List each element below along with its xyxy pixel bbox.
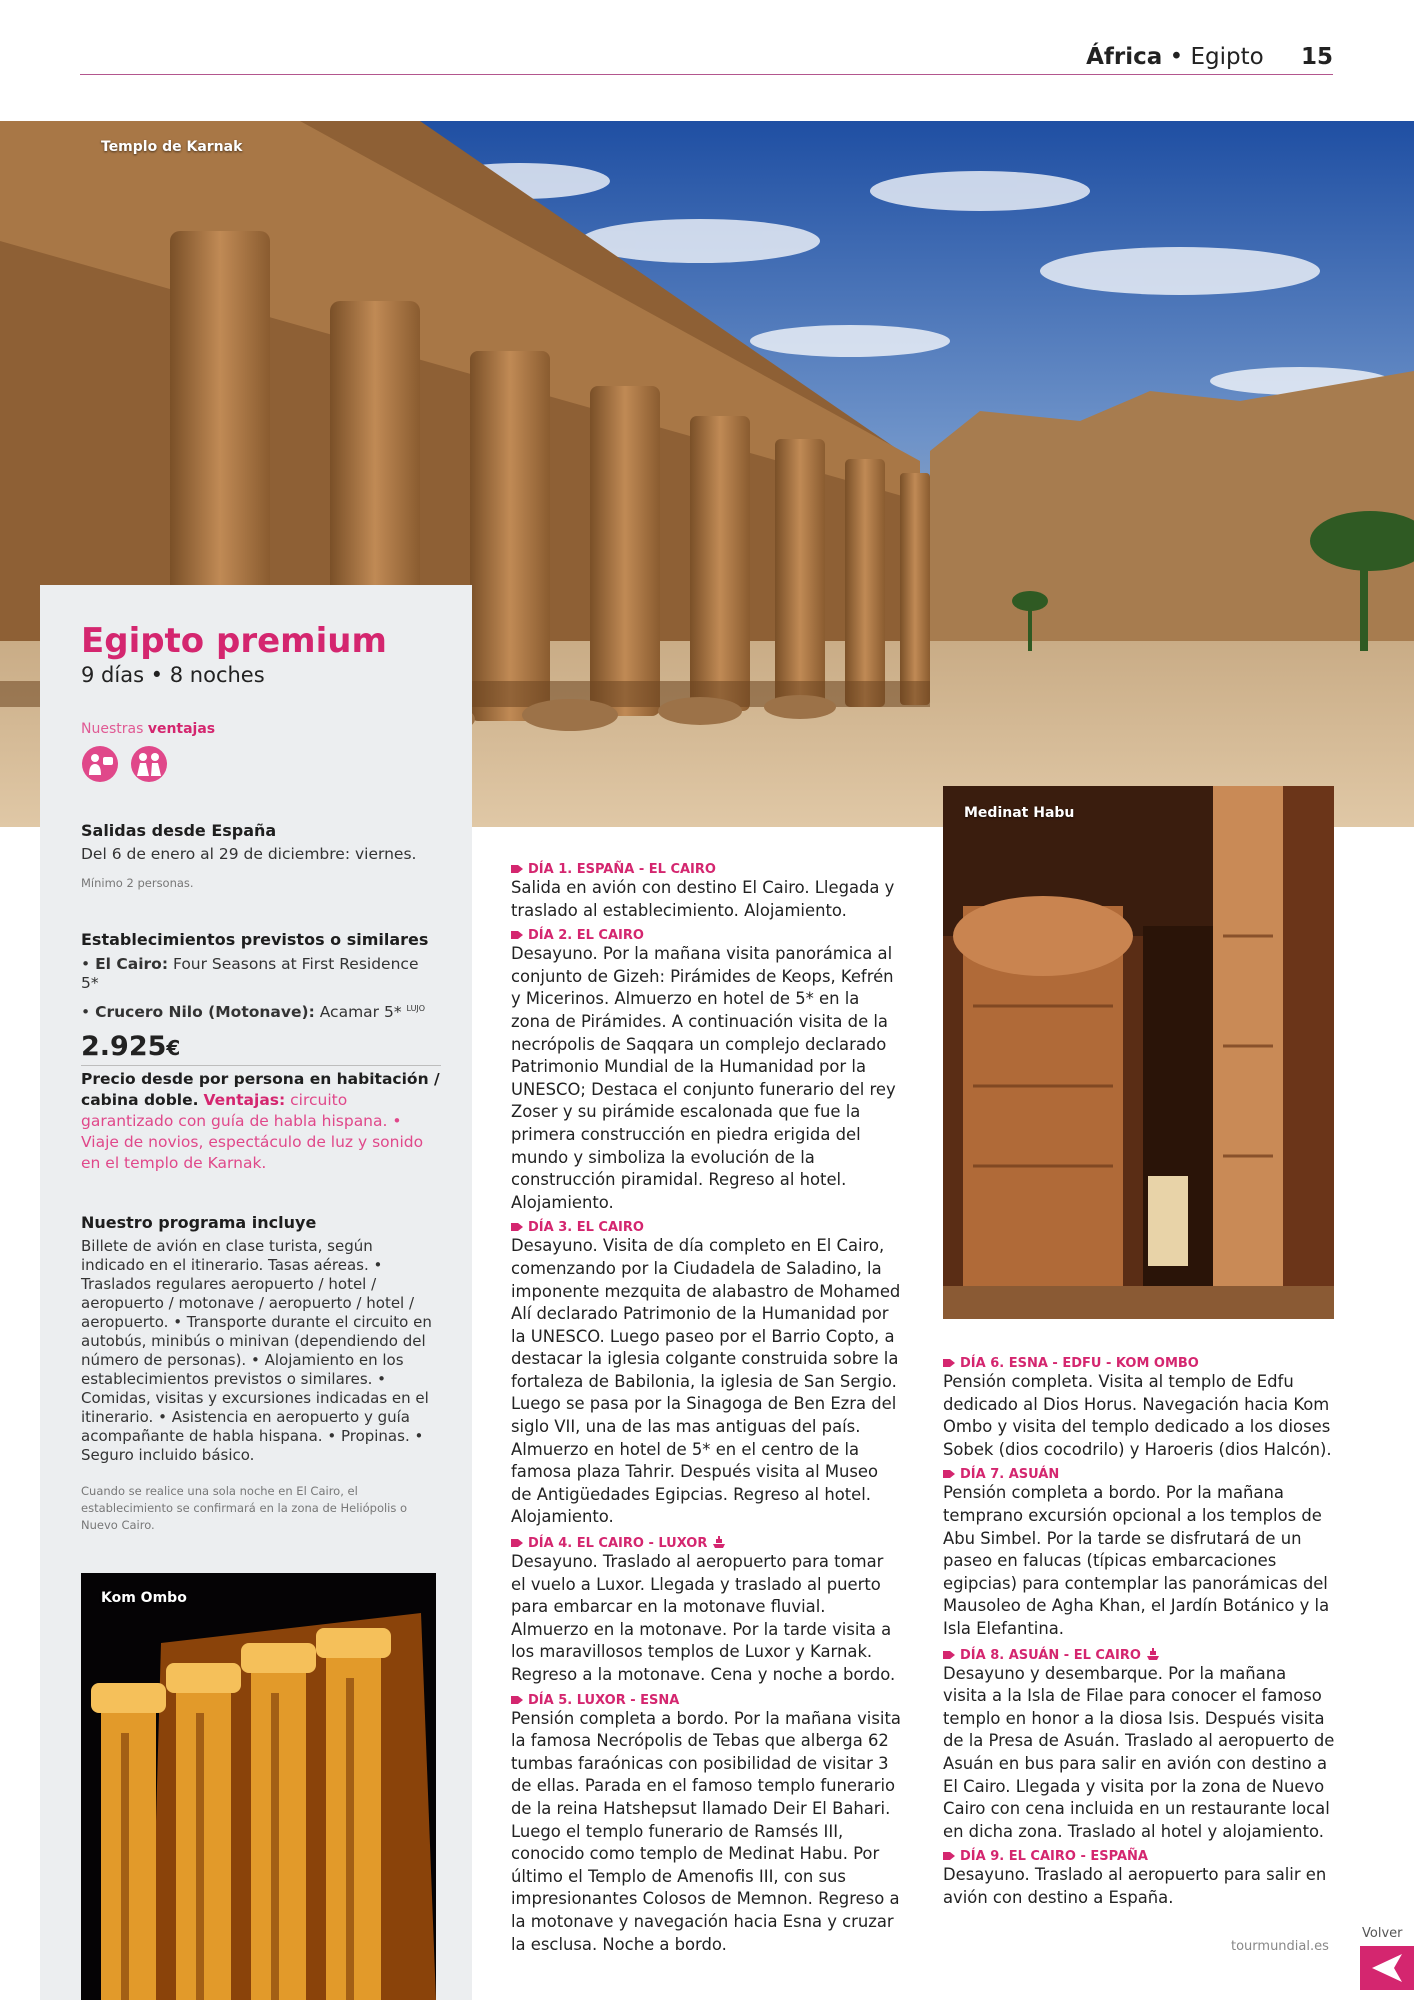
itinerary-column-1	[511, 862, 903, 1962]
day-text: Pensión completa a bordo. Por la mañana temprano excursión opcional a los templos de Abu Simbel. Por la tarde se disfrutará de un paseo en falucas (típicas embarcaciones egipcias) para contemplar las panorámicas del Mausoleo de Agha Khan, el Jardín Botánico y la Isla Elefantina.	[943, 1483, 1330, 1638]
photo-medinat-habu	[943, 786, 1334, 1319]
day-title: DÍA 1. ESPAÑA - EL CAIRO	[528, 862, 716, 877]
day-text: Desayuno. Por la mañana visita panorámica al conjunto de Gizeh: Pirámides de Keops, Kefrén y Micerinos. Almuerzo en hotel de 5* en la zona de Pirámides. A continuación visita de la necrópolis de Saqqara un complejo declarado Patrimonio Mundial de la Humanidad por la UNESCO; Destaca el conjunto funerario del rey Zoser y su pirámide escalonada que fue la primera construcción en piedra erigida del mundo y simboliza la evolución de la construcción piramidal. Regreso al hotel. Alojamiento.	[511, 944, 896, 1212]
day-title: DÍA 7. ASUÁN	[960, 1467, 1060, 1483]
price-currency: €	[166, 1036, 181, 1060]
medinat-habu-illustration	[943, 786, 1334, 1319]
ventajas-icons	[81, 745, 441, 785]
day-title: DÍA 8. ASUÁN - EL CAIRO	[960, 1647, 1141, 1663]
day-heading	[943, 1849, 1335, 1864]
itinerary-day	[943, 1647, 1335, 1844]
hotel-list	[81, 955, 441, 1022]
day-text: Salida en avión con destino El Cairo. Llegada y traslado al establecimiento. Alojamiento.	[511, 878, 895, 920]
medinat-habu-label: Medinat Habu	[964, 805, 1075, 821]
price-value: 2.925	[81, 1031, 167, 1062]
day-title: DÍA 3. EL CAIRO	[528, 1220, 644, 1236]
volver-label: Volver	[1362, 1926, 1403, 1941]
itinerary-day	[511, 928, 903, 1214]
itinerary-day	[943, 1849, 1335, 1909]
day-marker-icon	[511, 1222, 523, 1232]
price-divider	[81, 1065, 441, 1066]
itinerary-day	[943, 1467, 1335, 1640]
day-text: Desayuno. Traslado al aeropuerto para tomar el vuelo a Luxor. Llegada y traslado al puerto para embarcar en la motonave fluvial. Almuerzo en la motonave. Por la tarde visita a los maravillosos templos de Luxor y Karnak. Regreso a la motonave. Cena y noche a bordo.	[511, 1552, 896, 1684]
hotel-cairo-label: El Cairo:	[95, 955, 169, 973]
kom-ombo-label: Kom Ombo	[101, 1590, 187, 1606]
price-description	[81, 1069, 441, 1174]
price-ventajas-text: circuito garantizado con guía de habla hispana. • Viaje de novios, espectáculo de luz y sonido en el templo de Karnak.	[81, 1091, 424, 1172]
hotel-item-cairo: • El Cairo: Four Seasons at First Residence 5*	[81, 955, 419, 992]
header-separator: •	[1169, 44, 1184, 70]
header-country: Egipto	[1190, 44, 1264, 70]
itinerary-day	[511, 1535, 903, 1687]
price-desc-text: Precio desde por persona en habitación / cabina doble.	[81, 1070, 440, 1109]
guide-icon	[81, 745, 119, 783]
photo-kom-ombo	[81, 1573, 436, 2000]
couple-icon	[130, 745, 168, 783]
price-ventajas-label: Ventajas:	[203, 1091, 286, 1109]
establecimientos-heading: Establecimientos previstos o similares	[81, 930, 429, 949]
footer-url: tourmundial.es	[1231, 1939, 1329, 1954]
day-marker-icon	[511, 930, 523, 940]
trip-duration: 9 días • 8 noches	[81, 663, 265, 687]
day-marker-icon	[943, 1358, 955, 1368]
salidas-text: Del 6 de enero al 29 de diciembre: viernes.	[81, 845, 417, 863]
page-header	[80, 40, 1333, 75]
page-number: 15	[1300, 44, 1333, 70]
back-arrow-icon	[1360, 1946, 1414, 1990]
day-marker-icon	[943, 1650, 955, 1660]
incluye-heading: Nuestro programa incluye	[81, 1213, 317, 1232]
day-heading	[943, 1467, 1335, 1482]
header-region: África	[1086, 44, 1163, 70]
nota-text: Cuando se realice una sola noche en El Cairo, el establecimiento se confirmará en la zona de Heliópolis o Nuevo Cairo.	[81, 1484, 408, 1532]
kom-ombo-illustration	[81, 1573, 436, 2000]
hotel-crucero-label: Crucero Nilo (Motonave):	[95, 1003, 315, 1022]
price	[81, 1031, 441, 1062]
day-text: Pensión completa. Visita al templo de Edfu dedicado al Dios Horus. Navegación hacia Kom Ombo y visita del templo dedicado a los dioses Sobek (dios cocodrilo) y Haroeris (dios Halcón).	[943, 1372, 1332, 1459]
day-marker-icon	[511, 864, 523, 874]
trip-title: Egipto premium	[81, 621, 387, 661]
ventajas-prefix: Nuestras	[81, 721, 144, 737]
volver-button[interactable]	[1360, 1946, 1414, 1990]
day-text: Desayuno y desembarque. Por la mañana visita a la Isla de Filae para conocer el famoso templo en honor a la diosa Isis. Después visita de la Presa de Asuán. Traslado al aeropuerto de Asuán en bus para salir en avión con destino a El Cairo. Llegada y visita por la zona de Nuevo Cairo con cena incluida en un restaurante local en dicha zona. Traslado al hotel y alojamiento.	[943, 1663, 1335, 1841]
day-marker-icon	[943, 1851, 955, 1861]
hotel-crucero-category: LUJO	[406, 1004, 426, 1013]
day-heading	[943, 1356, 1335, 1371]
day-heading	[511, 1220, 903, 1235]
ship-icon	[1146, 1647, 1160, 1661]
day-heading	[511, 1535, 903, 1551]
minimo-personas: Mínimo 2 personas.	[81, 876, 194, 890]
hotel-crucero-name: Acamar 5*	[319, 1003, 402, 1022]
day-heading	[511, 1693, 903, 1708]
day-title: DÍA 9. EL CAIRO - ESPAÑA	[960, 1849, 1148, 1865]
itinerary-column-2	[943, 1356, 1335, 1915]
itinerary-day	[511, 1693, 903, 1957]
day-title: DÍA 5. LUXOR - ESNA	[528, 1692, 680, 1708]
itinerary-day	[943, 1356, 1335, 1461]
hotel-item-crucero: • Crucero Nilo (Motonave): Acamar 5* $^{LUJO}$	[81, 1003, 426, 1022]
day-heading	[511, 928, 903, 943]
ventajas-word: ventajas	[147, 721, 216, 737]
itinerary-day	[511, 862, 903, 922]
incluye-text: Billete de avión en clase turista, según indicado en el itinerario. Tasas aéreas. • Traslados regulares aeropuerto / hotel / aeropuerto / motonave / aeropuerto / hotel / aeropuerto. • Transporte durante el circuito en autobús, minibús o minivan (dependiendo del número de personas). • Alojamiento en los establecimientos previstos o similares. • Comidas, visitas y excursiones indicadas en el itinerario. • Asistencia en aeropuerto y guía acompañante de habla hispana. • Propinas. • Seguro incluido básico.	[81, 1237, 432, 1464]
hotel-cairo-name: Four Seasons at First Residence 5*	[81, 955, 419, 992]
day-marker-icon	[511, 1538, 523, 1548]
ventajas-heading	[81, 721, 441, 737]
itinerary-day	[511, 1220, 903, 1529]
ship-icon	[712, 1535, 726, 1549]
day-text: Desayuno. Visita de día completo en El Cairo, comenzando por la Ciudadela de Saladino, la imponente mezquita de alabastro de Mohamed Alí declarado Patrimonio de la Humanidad por la UNESCO. Luego paseo por el Barrio Copto, a destacar la iglesia colgante construida sobre la fortaleza de Babilonia, la iglesia de San Sergio. Luego se pasa por la Sinagoga de Ben Ezra del siglo VII, una de las mas antiguas del país. Almuerzo en hotel de 5* en el centro de la famosa plaza Tahrir. Después visita al Museo de Antigüedades Egipcias. Regreso al hotel. Alojamiento.	[511, 1236, 901, 1527]
salidas-heading: Salidas desde España	[81, 821, 277, 840]
day-title: DÍA 4. EL CAIRO - LUXOR	[528, 1536, 708, 1552]
day-marker-icon	[943, 1469, 955, 1479]
day-text: Desayuno. Traslado al aeropuerto para salir en avión con destino a España.	[943, 1865, 1327, 1907]
day-marker-icon	[511, 1695, 523, 1705]
day-heading	[943, 1647, 1335, 1663]
day-title: DÍA 2. EL CAIRO	[528, 928, 644, 944]
day-heading	[511, 862, 903, 877]
day-title: DÍA 6. ESNA - EDFU - KOM OMBO	[960, 1356, 1199, 1371]
header-breadcrumb	[1086, 44, 1333, 70]
day-text: Pensión completa a bordo. Por la mañana visita la famosa Necrópolis de Tebas que alberga 62 tumbas faraónicas con posibilidad de visitar 3 de ellas. Parada en el famoso templo funerario de la reina Hatshepsut llamado Deir El Bahari. Luego el templo funerario de Ramsés III, conocido como templo de Medinat Habu. Por último el Templo de Amenofis III, con sus impresionantes Colosos de Memnon. Regreso a la motonave y navegación hacia Esna y cruzar la esclusa. Noche a bordo.	[511, 1708, 901, 1954]
hero-photo-label: Templo de Karnak	[101, 139, 243, 155]
